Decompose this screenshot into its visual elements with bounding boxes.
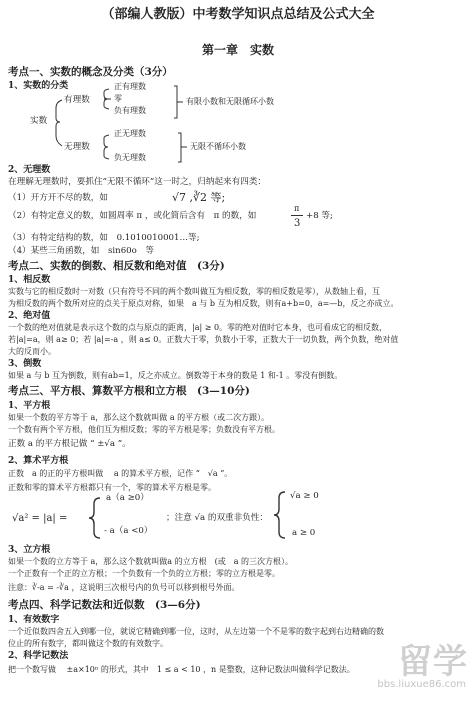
irrational-type-2-tail: +8 等; — [306, 211, 333, 221]
nonneg-condition-1: √a ≥ 0 — [290, 491, 319, 501]
subsection-1-2: 2、无理数 — [8, 165, 51, 175]
double-nonnegative-note: ；注意 √a 的双重非负性： — [166, 513, 269, 523]
site-watermark-url: bbs.liuxue86.com — [377, 679, 466, 690]
tree-positive-rational: 正有理数 — [114, 82, 146, 91]
section-1-heading: 考点一、实数的概念及分类（3分） — [8, 66, 173, 78]
subsection-2-2: 2、绝对值 — [8, 311, 51, 321]
subsection-3-3: 3、立方根 — [8, 545, 51, 555]
arithmetic-root-text-2: 正数和零的算术平方根都只有一个，零的算术平方根是零。 — [8, 483, 216, 492]
scientific-notation-text: 把一个数写做 ±a×10ⁿ 的形式，其中 1 ≤ a < 10 ，n 是整数，这种记数法叫做科学记数法。 — [8, 665, 355, 674]
site-watermark-logo: 留学 — [398, 642, 468, 682]
tree-root: 实数 — [30, 116, 48, 126]
subsection-2-3: 3、倒数 — [8, 359, 42, 369]
tree-rational: 有理数 — [64, 95, 90, 105]
cube-root-note: 注意：∛-a = -∛a ，这说明三次根号内的负号可以移到根号外面。 — [8, 583, 240, 592]
square-root-text-1: 如果一个数的平方等于 a，那么这个数就叫做 a 的平方根（或二次方跟）。 — [8, 413, 270, 422]
chapter-title: 第一章 实数 — [201, 43, 274, 57]
absolute-text-2: 若|a|=a，则 a≥ 0；若 |a|=-a ，则 a≤ 0。正数大于零，负数小于零，正数大于一切负数，两个负数，绝对值 — [8, 335, 399, 344]
subsection-4-1: 1、有效数字 — [8, 615, 60, 625]
absolute-text-3: 大的反而小。 — [8, 347, 56, 356]
pi-over-3-denominator: 3 — [294, 218, 301, 229]
irrational-type-2: （2）有特定意义的数，如圆周率 π ，或化简后含有 π 的数，如 — [8, 211, 257, 221]
subsection-2-1: 1、相反数 — [8, 275, 51, 285]
section-3-heading: 考点三、平方根、算数平方根和立方根 (3—10分) — [8, 385, 250, 397]
reciprocal-text: 如果 a 与 b 互为倒数，则有ab=1，反之亦成立。倒数等于本身的数是 1 和-1 。零没有倒数。 — [8, 371, 343, 380]
significant-figures-text-2: 位止的所有数字，都叫做这个数的有效数字。 — [8, 639, 168, 648]
pi-over-3-numerator: π — [294, 204, 300, 213]
tree-irrational: 无理数 — [64, 142, 90, 152]
section-2-heading: 考点二、实数的倒数、相反数和绝对值 (3分) — [8, 260, 225, 272]
tree-finite-decimals: 有限小数和无限循环小数 — [186, 97, 274, 106]
cube-root-text-2: 一个正数有一个正的立方根；一个负数有一个负的立方根；零的立方根是零。 — [8, 569, 280, 578]
significant-figures-text-1: 一个近似数四舍五入到哪一位，就说它精确到哪一位，这时，从左边第一个不是零的数字起到右边精确的数 — [8, 627, 384, 636]
square-root-text-2: 一个数有两个平方根，他们互为相反数；零的平方根是零；负数没有平方根。 — [8, 425, 280, 434]
arithmetic-root-text-1: 正数 a 的正的平方根叫做 a 的算术平方根，记作 “ √a ”。 — [8, 469, 233, 478]
tree-zero: 零 — [114, 94, 122, 103]
opposite-text-2: 为相反数的两个数所对应的点关于原点对称，如果 a 与 b 互为相反数，则有a+b=0，a=—b，反之亦成立。 — [8, 299, 399, 308]
formula-case-1: a（a ≥0） — [106, 493, 149, 503]
nonneg-condition-2: a ≥ 0 — [292, 528, 316, 538]
opposite-text-1: 实数与它的相反数时一对数（只有符号不同的两个数叫做互为相反数，零的相反数是零），从数轴上看，互 — [8, 287, 380, 296]
tree-infinite-decimals: 无限不循环小数 — [190, 142, 246, 151]
irrational-type-1: （1）开方开不尽的数，如 — [8, 193, 108, 203]
tree-positive-irrational: 正无理数 — [114, 129, 146, 138]
square-root-notation: 正数 a 的平方根记做 “ ±√a ”。 — [8, 439, 131, 449]
document-title: （部编人教版）中考数学知识点总结及公式大全 — [101, 7, 375, 22]
subsection-3-1: 1、平方根 — [8, 401, 51, 411]
section-4-heading: 考点四、科学记数法和近似数 (3—6分) — [8, 599, 201, 611]
subsection-3-2: 2、算术平方根 — [8, 456, 69, 466]
subsection-1-1: 1、实数的分类 — [8, 81, 69, 91]
formula-case-2: - a（a <0） — [104, 526, 153, 536]
irrational-type-3: （3）有特定结构的数，如 0.1010010001…等; — [8, 233, 200, 243]
irrational-type-4: （4）某些三角函数，如 sin60o 等 — [8, 246, 154, 256]
subsection-4-2: 2、科学记数法 — [8, 651, 69, 661]
irrational-type-1-math: √7 ,∛2 等; — [172, 191, 226, 204]
formula-left: √a² = |a| = — [12, 513, 68, 524]
tree-negative-irrational: 负无理数 — [114, 153, 146, 162]
cube-root-text-1: 如果一个数的立方等于 a，那么这个数就叫做a 的立方根 (或 a 的三次方根）。 — [8, 557, 294, 566]
tree-negative-rational: 负有理数 — [114, 106, 146, 115]
absolute-text-1: 一个数的绝对值就是表示这个数的点与原点的距离，|a| ≥ 0。零的绝对值时它本身，也可看成它的相反数， — [8, 323, 388, 332]
irrational-intro: 在理解无理数时，要抓住“无限不循环”这一时之，归纳起来有四类： — [8, 177, 267, 187]
